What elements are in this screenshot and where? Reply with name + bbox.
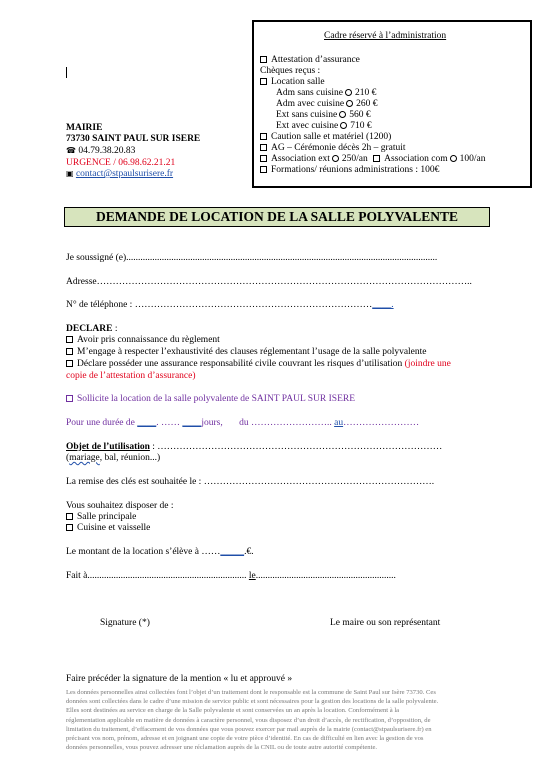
admin-box [252,20,532,188]
signature-label: Signature (*) [100,618,150,628]
mairie-phone: 04.79.38.20.83 [78,146,136,156]
mairie-email-link[interactable]: contact@stpaulsurisere.fr [75,169,174,179]
declare-item: M’engage à respecter l’exhaustivité des clauses réglementant l’usage de la salle polyvalente [66,346,427,358]
admin-line-adm-sans: Adm sans cuisine 210 € [276,88,377,98]
mention-note: Faire précéder la signature de la mention « lu et approuvé » [66,674,293,684]
rgpd-line: Elles sont destinées au service en charge de la Salle polyvalente et sont conservées un an après la location. Conformément à la [66,707,400,715]
checkbox-icon[interactable] [66,395,73,402]
rgpd-line: limitation du traitement, d’effacement de vos données que vous pouvez exercer par mail auprès de la mairie (contact@stpaulsurisere.fr) en [66,725,432,733]
radio-circle-icon[interactable] [450,155,457,162]
admin-line-location: Location salle [260,76,325,88]
radio-circle-icon[interactable] [340,122,347,129]
checkbox-icon[interactable] [66,348,73,355]
admin-box-title: Cadre réservé à l’administration [324,31,447,41]
disposer-item: Salle principale [66,511,136,523]
sollicite-line: Sollicite la location de la salle polyvalente de SAINT PAUL SUR ISERE [66,393,355,405]
text-cursor [66,67,67,78]
admin-line-adm-avec: Adm avec cuisine 260 € [276,99,378,109]
duree-line[interactable]: Pour une durée de ____. …… ____jours, du …………………….. au…………………… [66,418,420,428]
declare-item: Déclare posséder une assurance responsabilité civile couvrant les risques d’utilisation (joindre une [66,358,451,370]
checkbox-icon[interactable] [260,78,267,85]
disposer-heading: Vous souhaitez disposer de : [66,501,174,511]
declare-item-note: copie de l’attestation d’assurance) [66,371,196,381]
checkbox-icon[interactable] [260,144,267,151]
mairie-phone-line [66,145,135,157]
checkbox-icon[interactable] [66,513,73,520]
declare-item: Avoir pris connaissance du règlement [66,334,220,346]
admin-line-formations: Formations/ réunions administrations : 100€ [260,164,439,176]
checkbox-icon[interactable] [260,56,267,63]
declare-heading: DECLARE : [66,324,118,334]
checkbox-icon[interactable] [260,133,267,140]
mairie-email-line [66,168,173,180]
disposer-item: Cuisine et vaisselle [66,522,150,534]
checkbox-icon[interactable] [66,524,73,531]
mairie-address: 73730 SAINT PAUL SUR ISERE [66,134,201,144]
remise-field[interactable]: La remise des clés est souhaitée le : ………………………………………………………………. [66,477,435,487]
mairie-urgence: URGENCE / 06.98.62.21.21 [66,158,176,168]
admin-line-caution: Caution salle et matériel (1200) [260,131,391,143]
admin-line-ag: AG – Cérémonie décès 2h – gratuit [260,142,406,154]
soussigne-field[interactable]: Je soussigné (e)................................................................................................................................... [66,253,438,263]
objet-field[interactable]: Objet de l’utilisation : ……………………………………………………………………………… [66,442,443,452]
admin-line-association: Association ext 250/an Association com 100/an [260,153,486,165]
rgpd-line: précisant vos nom, prénom, adresse et en joignant une copie de votre pièce d’identité. En cas de difficulté en lien avec la gestion de vos [66,735,424,743]
admin-line-ext-avec: Ext avec cuisine 710 € [276,121,372,131]
phone-icon: ☎ [66,146,76,155]
radio-circle-icon[interactable] [346,100,353,107]
radio-circle-icon[interactable] [345,89,352,96]
checkbox-icon[interactable] [373,155,380,162]
rgpd-line: données sont collectées dans le cadre d’une mission de service public et sont nécessaires pour la gestion des locations de la salle polyvalente. [66,698,439,706]
maire-signature-label: Le maire ou son représentant [330,618,441,628]
checkbox-icon[interactable] [260,155,267,162]
admin-line-attestation: Attestation d’assurance [260,54,360,66]
admin-line-cheques: Chèques reçus : [260,66,321,76]
computer-icon: ▣ [66,169,74,178]
checkbox-icon[interactable] [260,166,267,173]
telephone-field[interactable]: N° de téléphone : …………………………………………………………………____. [66,300,394,310]
checkbox-icon[interactable] [66,360,73,367]
admin-line-ext-sans: Ext sans cuisine 560 € [276,110,371,120]
radio-circle-icon[interactable] [332,155,339,162]
montant-field[interactable]: Le montant de la location s’élève à ……_____.€. [66,547,254,557]
objet-hint: (mariage, bal, réunion...) [66,453,161,463]
rgpd-line: données personnelles, vous pouvez adresser une réclamation auprès de la CNIL ou de toute autre autorité compétente. [66,744,378,752]
fait-field[interactable]: Fait à................................................................... le........................................................... [66,571,396,581]
rgpd-line: Les données personnelles ainsi collectées font l’objet d’un traitement dont le responsable est la commune de Saint Paul sur Isère 73730. Ces [66,689,436,696]
radio-circle-icon[interactable] [339,111,346,118]
page-title: DEMANDE DE LOCATION DE LA SALLE POLYVALENTE [64,207,490,227]
adresse-field[interactable]: Adresse……………………………………………………………………………………………………….. [66,277,472,287]
rgpd-paragraph [66,688,491,752]
mairie-name: MAIRIE [66,123,103,133]
rgpd-line: réglementation applicable en matière de données à caractère personnel, vous disposez d’un droit d’accès, de rectification, d’opposition, de [66,716,431,724]
checkbox-icon[interactable] [66,336,73,343]
